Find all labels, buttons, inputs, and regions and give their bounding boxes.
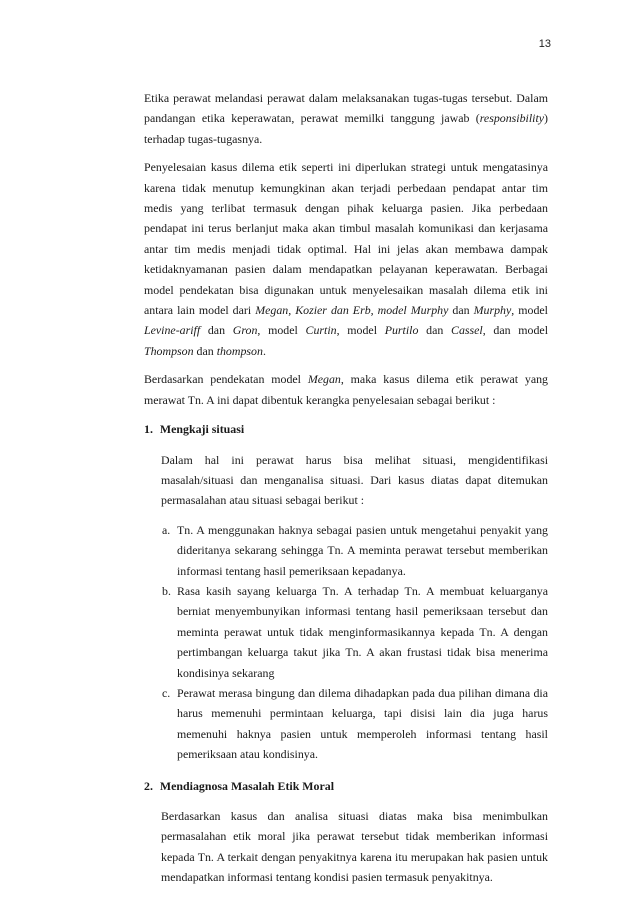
italic-term: Levine-ariff — [144, 323, 201, 338]
document-body — [144, 88, 548, 888]
section-heading — [144, 419, 548, 439]
section-diagnose-ethics — [144, 776, 548, 888]
list-marker: c. — [162, 685, 171, 700]
text-run: . — [262, 343, 266, 358]
list-item — [161, 683, 548, 765]
section-title: Mengkaji situasi — [159, 422, 245, 437]
italic-term: Megan — [307, 372, 341, 387]
list-item-text: Rasa kasih sayang keluarga Tn. A terhadap Tn. A membuat keluarganya berniat menyembunyikan informasi tentang hasil pemeriksaan tersebut dan meminta perawat untuk tidak menginformasikannya kepada Tn. A dengan pertimbangan keluarga takut jika Tn. A akan frustasi tidak bisa menerima kondisinya sekarang — [177, 583, 548, 680]
list-item-text: Perawat merasa bingung dan dilema dihadapkan pada dua pilihan dimana dia harus memenuhi permintaan keluarga, tapi disisi lain dia juga harus memenuhi haknya pasien untuk memperoleh informasi tentang hasil pemeriksaan atau kondisinya. — [177, 685, 548, 762]
italic-term: thompson — [216, 343, 263, 358]
italic-term: Cassel — [451, 323, 483, 338]
section-heading — [144, 776, 548, 796]
section-assess-situation — [144, 419, 548, 765]
text-run: , model — [257, 323, 306, 338]
paragraph-resolution-strategy — [144, 157, 548, 361]
italic-term: responsibility — [479, 111, 545, 126]
text-run: ) terhadap tugas-tugasnya. — [144, 111, 548, 146]
italic-term: Thompson — [144, 343, 194, 358]
italic-term: Curtin — [305, 323, 337, 338]
section-body — [144, 450, 548, 765]
paragraph-megan-approach — [144, 369, 548, 410]
section-title: Mendiagnosa Masalah Etik Moral — [159, 778, 334, 793]
list-marker: a. — [162, 522, 171, 537]
italic-term: Purtilo — [384, 323, 419, 338]
list-marker: b. — [162, 583, 171, 598]
list-item — [161, 520, 548, 581]
text-run: , model — [511, 303, 548, 318]
text-run: Etika perawat melandasi perawat dalam melaksanakan tugas-tugas tersebut. Dalam pandangan etika keperawatan, perawat memilki tanggung jawab ( — [144, 91, 548, 126]
page-number: 13 — [538, 38, 551, 50]
text-run: Penyelesaian kasus dilema etik seperti ini diperlukan strategi untuk mengatasinya karena tidak menutup kemungkinan akan terjadi perbedaan pendapat antar tim medis yang terlibat termasuk dengan pihak keluarga pasien. Jika perbedaan pendapat ini terus berlanjut maka akan timbul masalah komunikasi dan kerjasama antar tim medis menjadi tidak optimal. Hal ini jelas akan membawa dampak ketidaknyamanan pasien dalam mendapatkan pelayanan keperawatan. Berbagai model pendekatan bisa digunakan untuk menyelesaikan masalah dilema etik ini antara lain model dari — [144, 160, 548, 318]
list-item — [161, 581, 548, 683]
text-run: dan — [200, 323, 233, 338]
list-item-text: Tn. A menggunakan haknya sebagai pasien untuk mengetahui penyakit yang dideritanya sekarang sehingga Tn. A meminta perawat tersebut memberikan informasi tentang hasil pemeriksaan kepadanya. — [177, 522, 548, 578]
text-run: dan — [418, 323, 452, 338]
section-intro: Dalam hal ini perawat harus bisa melihat situasi, mengidentifikasi masalah/situasi dan menganalisa situasi. Dari kasus diatas dapat ditemukan permasalahan atau situasi sebagai berikut : — [161, 452, 548, 508]
text-run: , dan model — [482, 323, 549, 338]
section-paragraph: Berdasarkan kasus dan analisa situasi diatas maka bisa menimbulkan permasalahan etik moral jika perawat tersebut tidak memberikan informasi kepada Tn. A terkait dengan penyakitnya karena itu merupakan hak pasien untuk mendapatkan informasi tentang kondisi pasien termasuk penyakitnya. — [161, 809, 548, 885]
text-run: , maka kasus dilema etik perawat yang merawat Tn. A ini dapat dibentuk kerangka penyelesaian sebagai berikut : — [144, 372, 548, 407]
section-number: 2. — [144, 778, 153, 793]
section-number: 1. — [144, 422, 153, 437]
text-run: dan — [193, 343, 217, 358]
text-run: dan — [448, 303, 474, 318]
text-run: , model — [336, 323, 385, 338]
section-body — [144, 806, 548, 888]
italic-term: Megan, Kozier dan Erb, model Murphy — [255, 303, 449, 318]
italic-term: Murphy — [473, 303, 512, 318]
text-run: Berdasarkan pendekatan model — [144, 372, 308, 387]
paragraph-ethics — [144, 88, 548, 149]
italic-term: Gron — [232, 323, 258, 338]
